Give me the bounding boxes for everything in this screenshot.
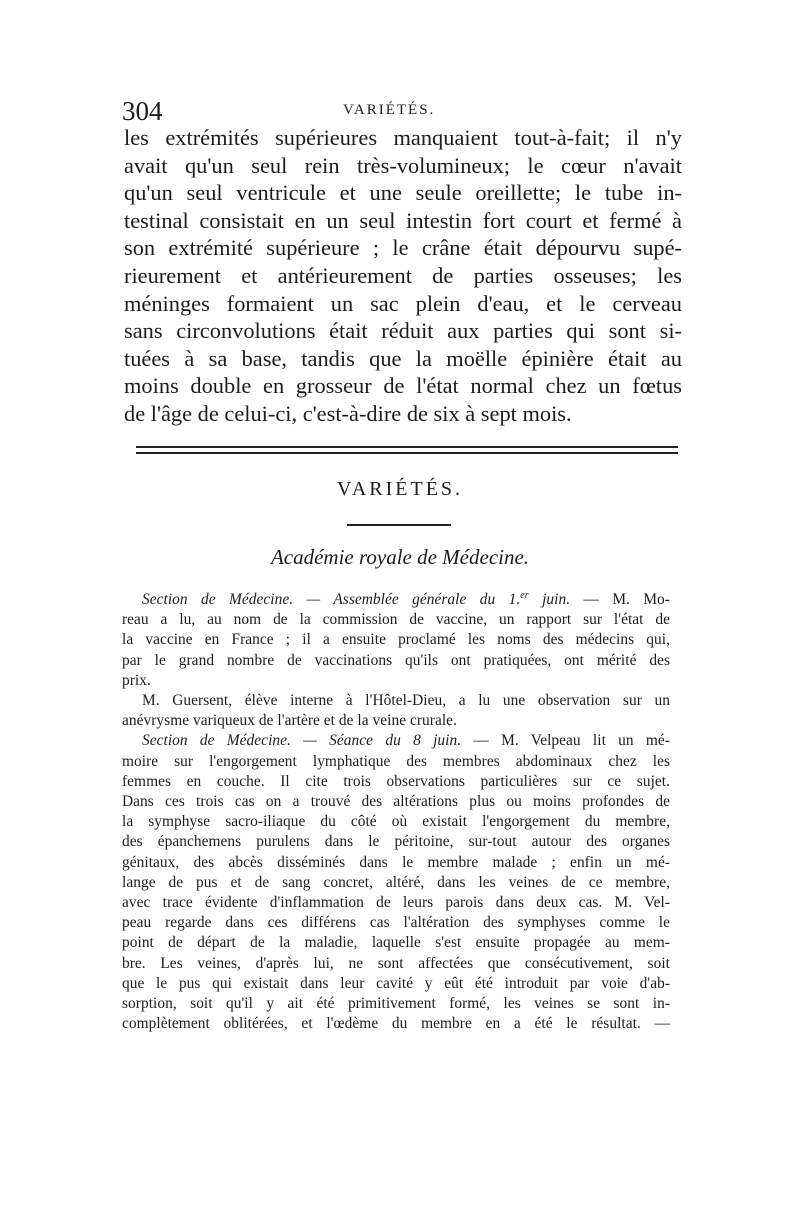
text-line: bre. Les veines, d'après lui, ne sont affectées que consécutivement, soit (122, 954, 670, 972)
text-line: M. Guersent, élève interne à l'Hôtel-Dieu, a lu une observation sur un (142, 692, 670, 710)
text-line: son extrémité supérieure ; le crâne était dépourvu supé- (124, 235, 682, 261)
text-line: génitaux, des abcès disséminés dans le membre malade ; enfin un mé- (122, 853, 670, 871)
text-line: complètement oblitérées, et l'œdème du membre en a été le résultat. — (122, 1015, 670, 1033)
text-line: par le grand nombre de vaccinations qu'ils ont pratiquées, ont mérité des (122, 651, 670, 669)
session-heading: Section de Médecine. — Séance du 8 juin. (142, 732, 462, 750)
paragraph-lead-line (122, 731, 670, 751)
text-line: femmes en couche. Il cite trois observations particulières sur ce sujet. (122, 772, 670, 790)
text-line: reau a lu, au nom de la commission de vaccine, un rapport sur l'état de (122, 611, 670, 629)
text-line: tuées à sa base, tandis que la moëlle épinière était au (124, 345, 682, 371)
section-title: VARIÉTÉS. (336, 478, 464, 500)
text-line: qu'un seul ventricule et une seule oreillette; le tube in- (124, 180, 682, 206)
text-line: que le pus qui existait dans leur cavité y eût été introduit par voie d'ab- (122, 974, 670, 992)
running-title: VARIÉTÉS. (343, 102, 436, 118)
text-line: point de départ de la maladie, laquelle s'est ensuite propagée au mem- (122, 934, 670, 952)
continued-paragraph (124, 124, 682, 428)
text-line: prix. (122, 671, 151, 689)
text-line: de l'âge de celui-ci, c'est-à-dire de six à sept mois. (124, 400, 572, 426)
page-number: 304 (122, 96, 163, 126)
text-line: avec trace évidente d'inflammation de leurs parois dans deux cas. M. Vel- (122, 894, 670, 912)
paragraph-lead-line (122, 590, 670, 610)
text-line: peau regarde dans ces différens cas l'altération des symphyses comme le (122, 914, 670, 932)
lead-line-rest: — M. Mo- (570, 591, 670, 608)
text-line: moins double en grosseur de l'état normal chez un fœtus (124, 373, 682, 399)
text-line: sans circonvolutions était réduit aux parties qui sont si- (124, 318, 682, 344)
text-line: sorption, soit qu'il y ait été primitivement formé, les veines se sont in- (122, 995, 670, 1013)
text-line: méninges formaient un sac plein d'eau, et le cerveau (124, 290, 682, 316)
text-line: Dans ces trois cas on a trouvé des altérations plus ou moins profondes de (122, 793, 670, 811)
text-line: testinal consistait en un seul intestin fort court et fermé à (124, 207, 682, 233)
text-line: la symphyse sacro-iliaque du côté où existait l'engorgement du membre, (122, 813, 670, 831)
running-head (122, 96, 682, 126)
text-line: les extrémités supérieures manquaient tout-à-fait; il n'y (124, 125, 682, 150)
section-divider-top (136, 446, 678, 448)
text-line: moire sur l'engorgement lymphatique des membres abdominaux chez les (122, 752, 670, 770)
section-divider-bottom (136, 452, 678, 454)
text-line: des épanchemens purulens dans le péritoine, sur-tout autour des organes (122, 833, 670, 851)
lead-line-rest: — M. Velpeau lit un mé- (461, 732, 670, 750)
section-subtitle: Académie royale de Médecine. (270, 545, 530, 569)
ordinal-superscript: er (520, 590, 529, 601)
session-heading: Section de Médecine. — Assemblée générale du 1. (142, 591, 521, 608)
text-line: avait qu'un seul rein très-volumineux; le cœur n'avait (124, 152, 682, 178)
text-line: anévrysme variqueux de l'artère et de la veine crurale. (122, 712, 457, 730)
text-line: rieurement et antérieurement de parties osseuses; les (124, 262, 682, 288)
text-line: lange de pus et de sang concret, altéré, dans les veines de ce membre, (122, 873, 670, 891)
text-line: la vaccine en France ; il a ensuite proclamé les noms des médecins qui, (122, 631, 670, 649)
session-heading-end: juin. (528, 591, 571, 608)
title-rule (347, 524, 451, 526)
proceedings-text (122, 590, 670, 1034)
